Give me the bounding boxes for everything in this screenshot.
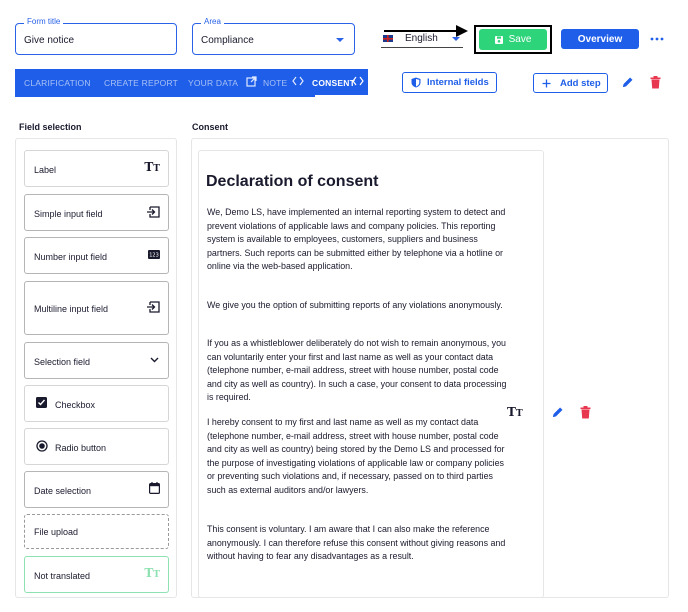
area-value: Compliance bbox=[201, 35, 254, 46]
form-title-label: Form title bbox=[24, 17, 63, 26]
field-selection-panel bbox=[15, 138, 177, 598]
overview-button[interactable] bbox=[561, 29, 639, 49]
field-item-multiline-input[interactable] bbox=[24, 281, 169, 335]
form-title-field[interactable] bbox=[15, 17, 177, 55]
field-item-name: Label bbox=[34, 165, 57, 175]
save-button[interactable] bbox=[479, 29, 547, 50]
annotation-arrow-line bbox=[384, 30, 458, 32]
more-horizontal-icon[interactable] bbox=[650, 34, 664, 44]
active-tab-indicator bbox=[315, 95, 383, 97]
consent-paragraph: If you as a whistleblower deliberately do not wish to remain anonymous, you can voluntarily enter your first and last name as well as your contact data (telephone number, e-mail address, street with house number, postal code and city as well as country). In such a case, your consent to data processing is required. bbox=[207, 338, 507, 403]
tab-your-data[interactable]: YOUR DATA bbox=[188, 78, 239, 88]
edit-pencil-icon[interactable] bbox=[621, 76, 634, 89]
chevron-down-icon bbox=[452, 37, 460, 41]
chevron-down-icon bbox=[336, 38, 344, 42]
save-disk-icon bbox=[495, 36, 503, 44]
tab-create-report[interactable]: CREATE REPORT bbox=[104, 78, 179, 88]
field-item-simple-input[interactable] bbox=[24, 194, 169, 231]
field-item-not-translated[interactable] bbox=[24, 556, 169, 593]
consent-paragraph: I hereby consent to my first and last name as well as my contact data (telephone number, e-mail address, street with house number, postal code and city as well as country) being stored by the Demo LS and processed for the purpose of investigating violations of applicable law or company policies or preventing such violations and, if necessary, passed on to third parties such as external auditors and/or lawyers. bbox=[207, 417, 505, 495]
area-label: Area bbox=[201, 17, 224, 26]
input-arrow-icon bbox=[147, 206, 160, 218]
edit-pencil-icon[interactable] bbox=[551, 406, 564, 419]
consent-heading: Declaration of consent bbox=[206, 173, 379, 190]
overview-label: Overview bbox=[577, 33, 623, 45]
chevron-down-icon bbox=[150, 357, 159, 363]
field-item-file-upload[interactable] bbox=[24, 514, 169, 549]
consent-paragraph: We, Demo LS, have implemented an internal reporting system to detect and prevent violations of applicable laws and company policies. This reporting system is available to employees, customers, suppliers and business partners. Such reports can be submitted either by telephone via a hotline or online via the web-based application. bbox=[207, 207, 506, 272]
field-item-name: File upload bbox=[34, 527, 79, 537]
field-item-checkbox[interactable] bbox=[24, 385, 169, 422]
text-type-icon: TT bbox=[507, 405, 523, 419]
internal-fields-button[interactable] bbox=[402, 72, 497, 93]
field-item-name: Selection field bbox=[34, 357, 91, 367]
consent-paragraph: We give you the option of submitting reports of any violations anonymously. bbox=[207, 300, 503, 310]
internal-fields-label: Internal fields bbox=[427, 77, 489, 88]
field-item-name: Checkbox bbox=[55, 400, 96, 410]
uk-flag-icon bbox=[383, 35, 393, 42]
field-item-name: Radio button bbox=[55, 443, 107, 453]
checkbox-icon bbox=[36, 397, 47, 408]
tab-consent[interactable]: CONSENT bbox=[312, 78, 355, 88]
calendar-icon bbox=[149, 482, 160, 494]
external-link-icon[interactable] bbox=[246, 76, 257, 87]
field-item-label[interactable] bbox=[24, 150, 169, 187]
consent-section-title: Consent bbox=[192, 122, 228, 132]
shield-icon bbox=[411, 77, 421, 88]
number-123-icon bbox=[148, 250, 160, 259]
tab-note[interactable]: NOTE bbox=[263, 78, 288, 88]
svg-text:123: 123 bbox=[149, 252, 159, 259]
language-value: English bbox=[405, 33, 438, 44]
field-item-date[interactable] bbox=[24, 471, 169, 508]
delete-trash-icon[interactable] bbox=[650, 76, 661, 89]
code-brackets-icon[interactable] bbox=[292, 76, 304, 86]
code-brackets-icon[interactable] bbox=[352, 76, 364, 86]
step-tab-bar bbox=[15, 69, 368, 97]
field-item-name: Simple input field bbox=[34, 209, 103, 219]
text-type-icon: TT bbox=[144, 160, 160, 174]
plus-icon bbox=[542, 79, 551, 88]
radio-icon bbox=[36, 440, 48, 452]
field-item-radio[interactable] bbox=[24, 428, 169, 465]
field-item-name: Date selection bbox=[34, 486, 92, 496]
language-select[interactable] bbox=[381, 30, 463, 48]
field-item-selection[interactable] bbox=[24, 342, 169, 379]
input-arrow-icon bbox=[147, 301, 160, 313]
area-select[interactable] bbox=[192, 17, 355, 55]
add-step-button[interactable] bbox=[533, 73, 608, 93]
delete-trash-icon[interactable] bbox=[580, 406, 591, 419]
field-item-name: Number input field bbox=[34, 252, 108, 262]
field-selection-title: Field selection bbox=[19, 122, 82, 132]
tab-clarification[interactable]: CLARIFICATION bbox=[24, 78, 91, 88]
annotation-arrow-head bbox=[456, 25, 468, 37]
field-item-number-input[interactable] bbox=[24, 237, 169, 274]
consent-paragraph: This consent is voluntary. I am aware that I can also make the reference anonymously. I can therefore refuse this consent without giving reasons and without having to fear any disadvantages as a result. bbox=[207, 524, 506, 562]
save-label: Save bbox=[508, 34, 532, 45]
add-step-label: Add step bbox=[560, 77, 601, 89]
field-item-name: Multiline input field bbox=[34, 304, 109, 314]
form-title-value: Give notice bbox=[24, 35, 75, 46]
field-item-name: Not translated bbox=[34, 571, 91, 581]
text-type-icon: TT bbox=[144, 566, 160, 580]
